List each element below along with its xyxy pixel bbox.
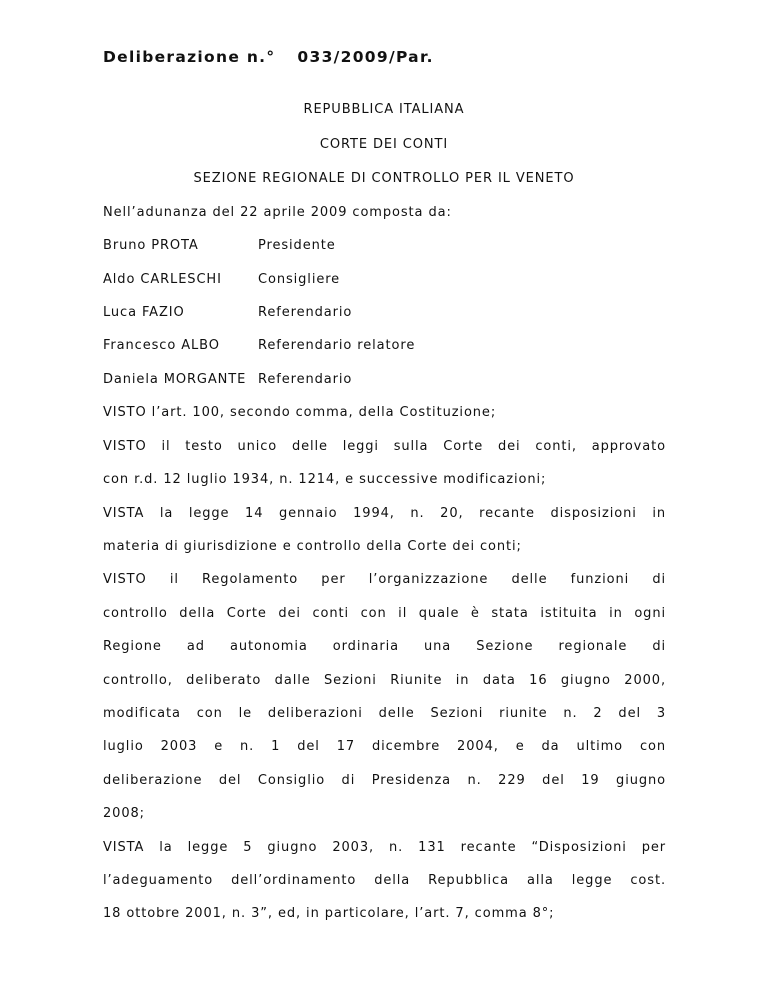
member-name: Aldo CARLESCHI (103, 272, 222, 287)
body-line: modificata con le deliberazioni delle Sezioni riunite n. 2 del 3 (103, 706, 666, 721)
member-role: Consigliere (258, 272, 341, 287)
body-line: con r.d. 12 luglio 1934, n. 1214, e successive modificazioni; (103, 472, 547, 487)
court-title: CORTE DEI CONTI (319, 137, 449, 152)
member-role: Referendario (258, 305, 353, 320)
deliberation-number: 033/2009/Par. (297, 48, 434, 66)
member-name: Luca FAZIO (103, 305, 185, 320)
body-line: VISTO il Regolamento per l’organizzazione delle funzioni di (103, 572, 666, 587)
body-line: Regione ad autonomia ordinaria una Sezione regionale di (103, 639, 666, 654)
member-role: Presidente (258, 238, 336, 253)
member-name: Bruno PROTA (103, 238, 199, 253)
body-line: materia di giurisdizione e controllo della Corte dei conti; (103, 539, 522, 554)
member-name: Daniela MORGANTE (103, 372, 247, 387)
body-line: VISTA la legge 5 giugno 2003, n. 131 recante “Disposizioni per (103, 840, 666, 855)
section-title: SEZIONE REGIONALE DI CONTROLLO PER IL VENETO (193, 171, 575, 186)
deliberation-heading (103, 48, 434, 66)
body-line: 18 ottobre 2001, n. 3”, ed, in particolare, l’art. 7, comma 8°; (103, 906, 555, 921)
deliberation-label: Deliberazione n.° (103, 48, 276, 66)
body-line: deliberazione del Consiglio di Presidenza n. 229 del 19 giugno (103, 773, 666, 788)
body-line: VISTA la legge 14 gennaio 1994, n. 20, recante disposizioni in (103, 506, 666, 521)
body-line: VISTO l’art. 100, secondo comma, della Costituzione; (103, 405, 497, 420)
body-line: VISTO il testo unico delle leggi sulla Corte dei conti, approvato (103, 439, 666, 454)
member-role: Referendario (258, 372, 353, 387)
republic-title: REPUBBLICA ITALIANA (303, 102, 465, 117)
body-line: controllo, deliberato dalle Sezioni Riunite in data 16 giugno 2000, (103, 673, 666, 688)
intro-line: Nell’adunanza del 22 aprile 2009 composta da: (103, 205, 452, 220)
body-line: luglio 2003 e n. 1 del 17 dicembre 2004, e da ultimo con (103, 739, 666, 754)
body-line: l’adeguamento dell’ordinamento della Repubblica alla legge cost. (103, 873, 666, 888)
body-line: controllo della Corte dei conti con il quale è stata istituita in ogni (103, 606, 666, 621)
member-role: Referendario relatore (258, 338, 416, 353)
body-line: 2008; (103, 806, 145, 821)
member-name: Francesco ALBO (103, 338, 220, 353)
